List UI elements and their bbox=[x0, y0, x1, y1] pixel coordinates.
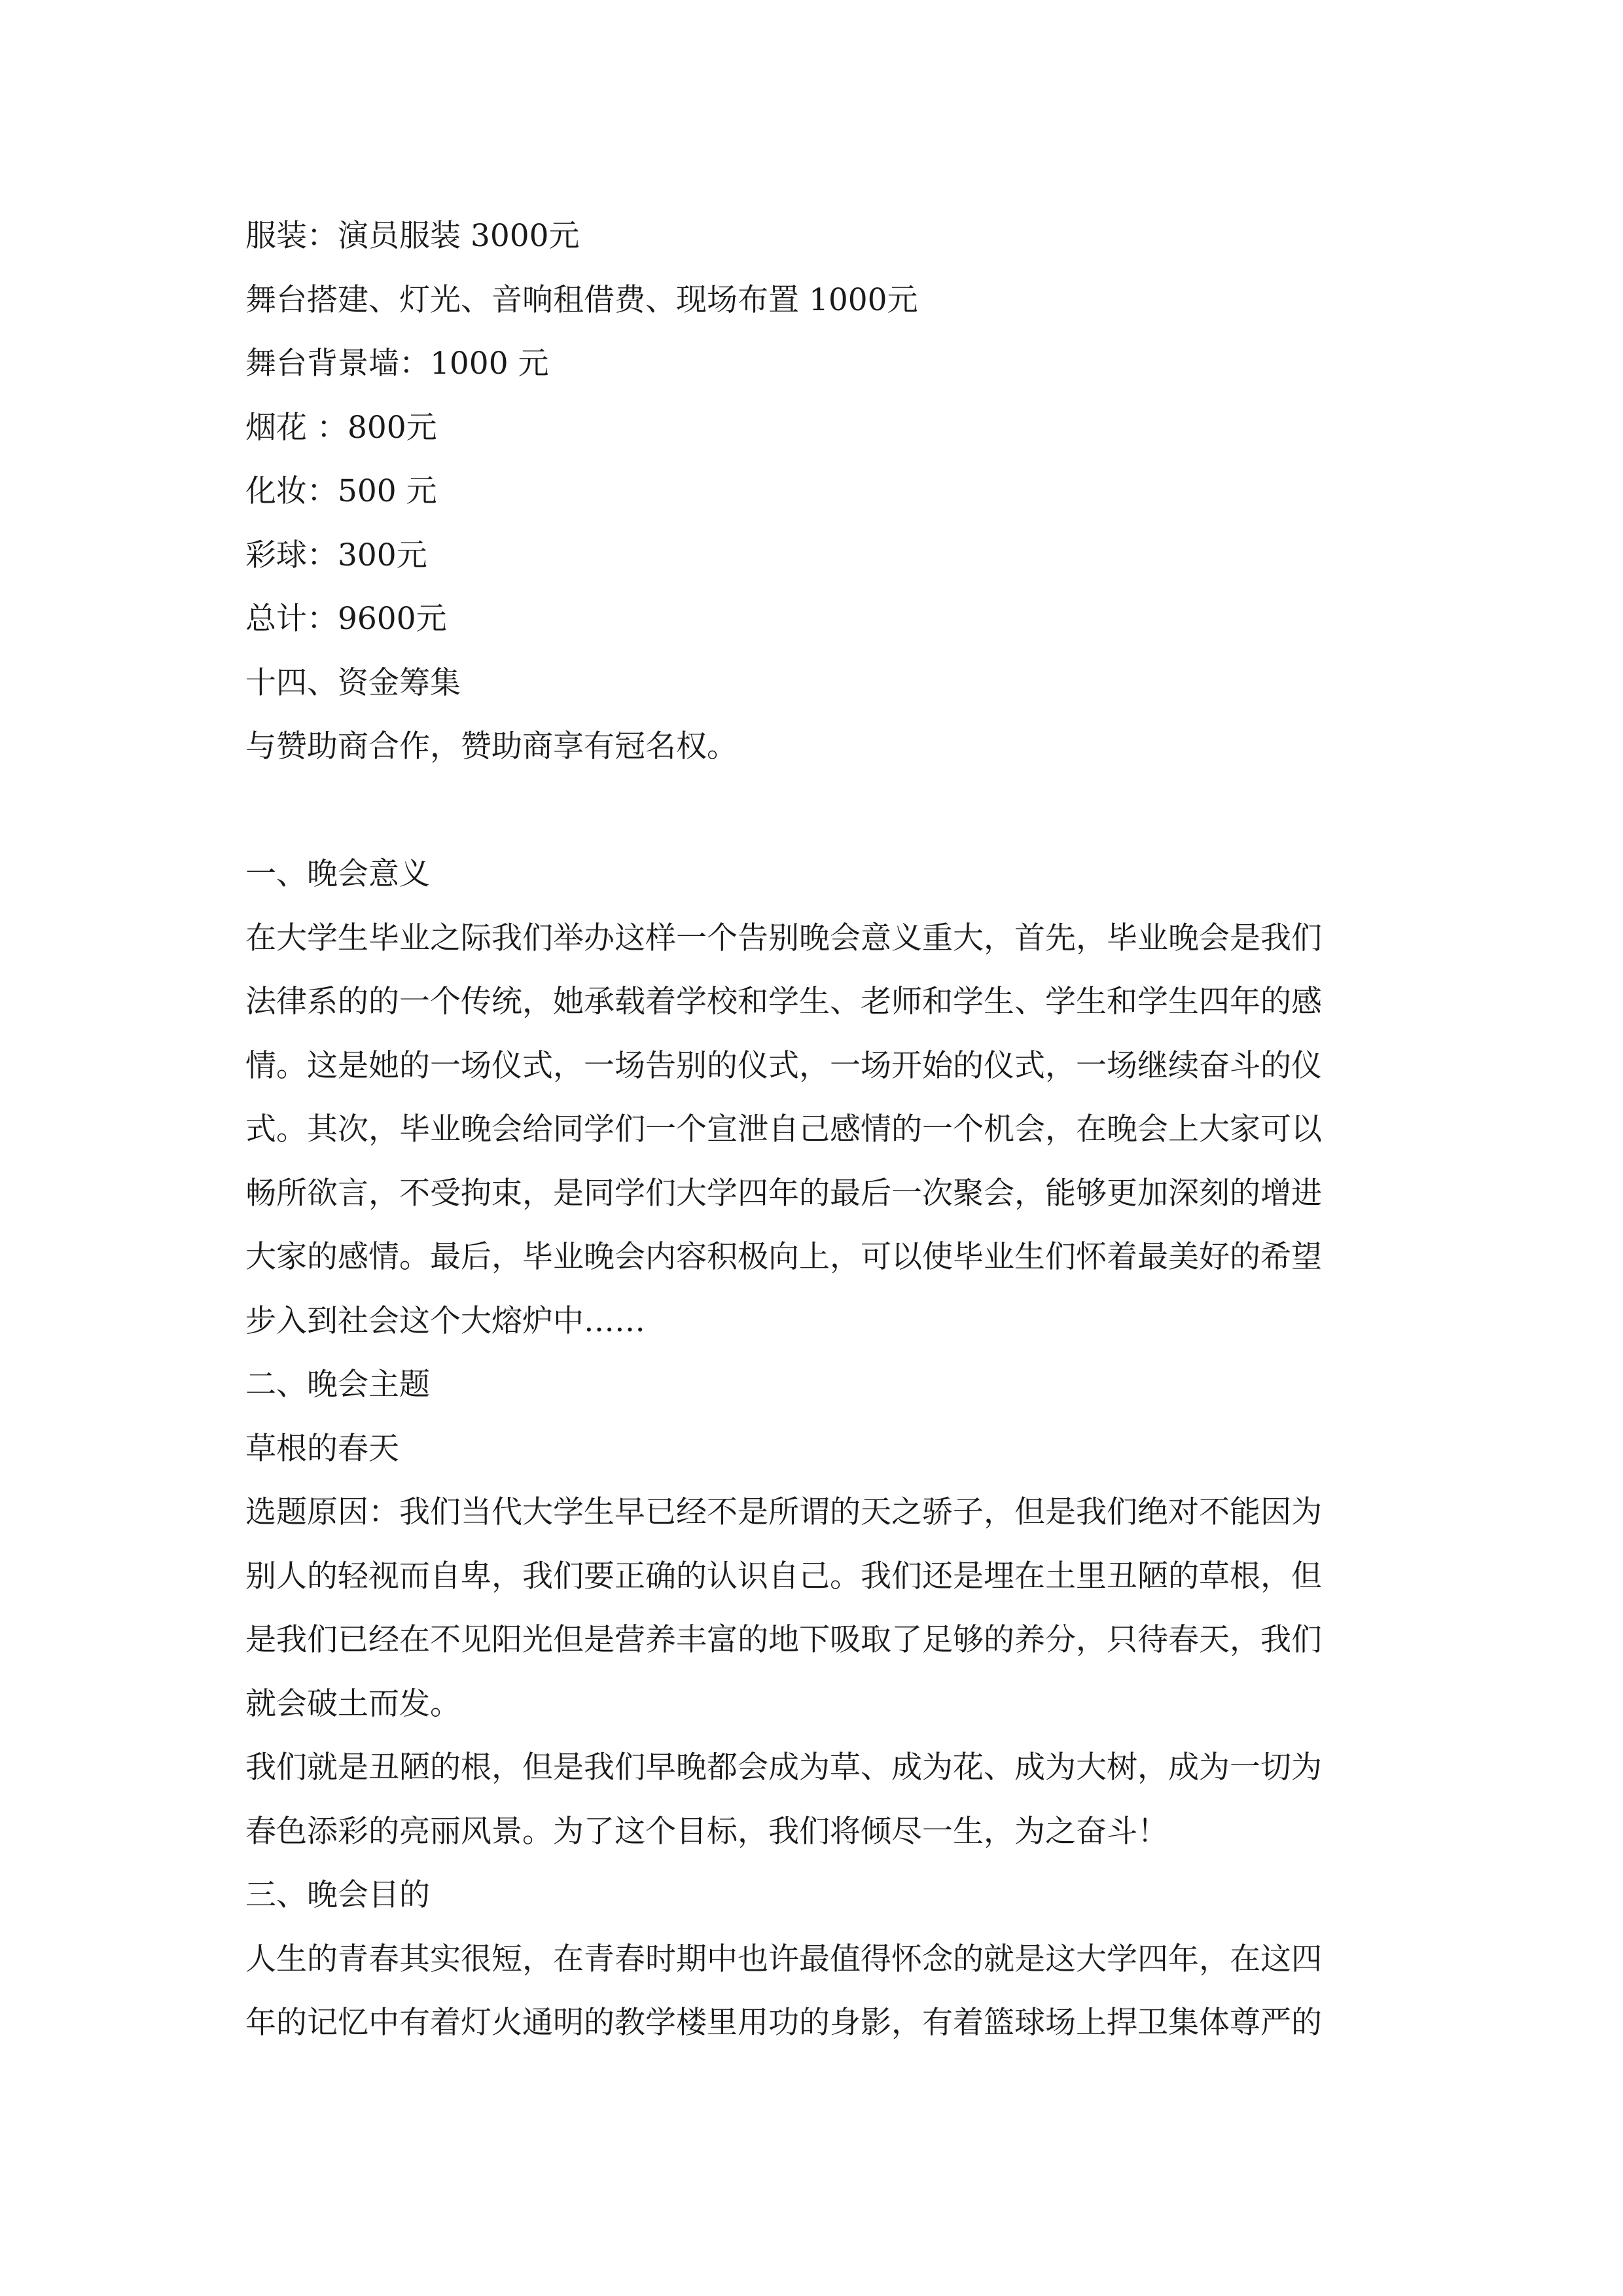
significance-line: 式。其次，毕业晚会给同学们一个宣泄自己感情的一个机会，在晚会上大家可以 bbox=[245, 1111, 1322, 1147]
budget-backdrop: 舞台背景墙：1000 元 bbox=[245, 346, 549, 382]
significance-line: 步入到社会这个大熔炉中…… bbox=[245, 1302, 645, 1339]
theme-heading: 二、晚会主题 bbox=[245, 1367, 430, 1403]
theme-line: 别人的轻视而自卑，我们要正确的认识自己。我们还是埋在土里丑陋的草根，但 bbox=[245, 1558, 1322, 1594]
blank-line bbox=[245, 779, 1384, 843]
significance-heading: 一、晚会意义 bbox=[245, 856, 430, 892]
significance-line: 畅所欲言，不受拘束，是同学们大学四年的最后一次聚会，能够更加深刻的增进 bbox=[245, 1175, 1322, 1211]
budget-balloons: 彩球：300元 bbox=[245, 537, 427, 573]
theme-line: 是我们已经在不见阳光但是营养丰富的地下吸取了足够的养分，只待春天，我们 bbox=[245, 1622, 1322, 1658]
budget-costume: 服装：演员服装 3000元 bbox=[245, 218, 580, 254]
budget-total: 总计：9600元 bbox=[245, 601, 447, 637]
budget-fireworks: 烟花 ：800元 bbox=[245, 409, 437, 446]
fundraising-body: 与赞助商合作，赞助商享有冠名权。 bbox=[245, 728, 738, 764]
theme-line: 春色添彩的亮丽风景。为了这个目标，我们将倾尽一生，为之奋斗！ bbox=[245, 1813, 1168, 1850]
theme-title: 草根的春天 bbox=[245, 1430, 399, 1467]
significance-line: 情。这是她的一场仪式，一场告别的仪式，一场开始的仪式，一场继续奋斗的仪 bbox=[245, 1047, 1322, 1084]
significance-line: 法律系的的一个传统，她承载着学校和学生、老师和学生、学生和学生四年的感 bbox=[245, 984, 1322, 1020]
purpose-line: 年的记忆中有着灯火通明的教学楼里用功的身影，有着篮球场上捍卫集体尊严的 bbox=[245, 2005, 1322, 2041]
significance-line: 大家的感情。最后，毕业晚会内容积极向上，可以使毕业生们怀着最美好的希望 bbox=[245, 1239, 1322, 1275]
theme-line: 就会破土而发。 bbox=[245, 1685, 461, 1722]
fundraising-heading: 十四、资金筹集 bbox=[245, 664, 461, 701]
significance-line: 在大学生毕业之际我们举办这样一个告别晚会意义重大，首先，毕业晚会是我们 bbox=[245, 920, 1322, 956]
purpose-heading: 三、晚会目的 bbox=[245, 1877, 430, 1913]
theme-line: 我们就是丑陋的根，但是我们早晚都会成为草、成为花、成为大树，成为一切为 bbox=[245, 1749, 1322, 1785]
theme-line: 选题原因：我们当代大学生早已经不是所谓的天之骄子，但是我们绝对不能因为 bbox=[245, 1494, 1322, 1530]
budget-stage: 舞台搭建、灯光、音响租借费、现场布置 1000元 bbox=[245, 281, 918, 318]
budget-makeup: 化妆：500 元 bbox=[245, 473, 437, 509]
document-body bbox=[245, 204, 1384, 2055]
purpose-line: 人生的青春其实很短，在青春时期中也许最值得怀念的就是这大学四年，在这四 bbox=[245, 1941, 1322, 1977]
